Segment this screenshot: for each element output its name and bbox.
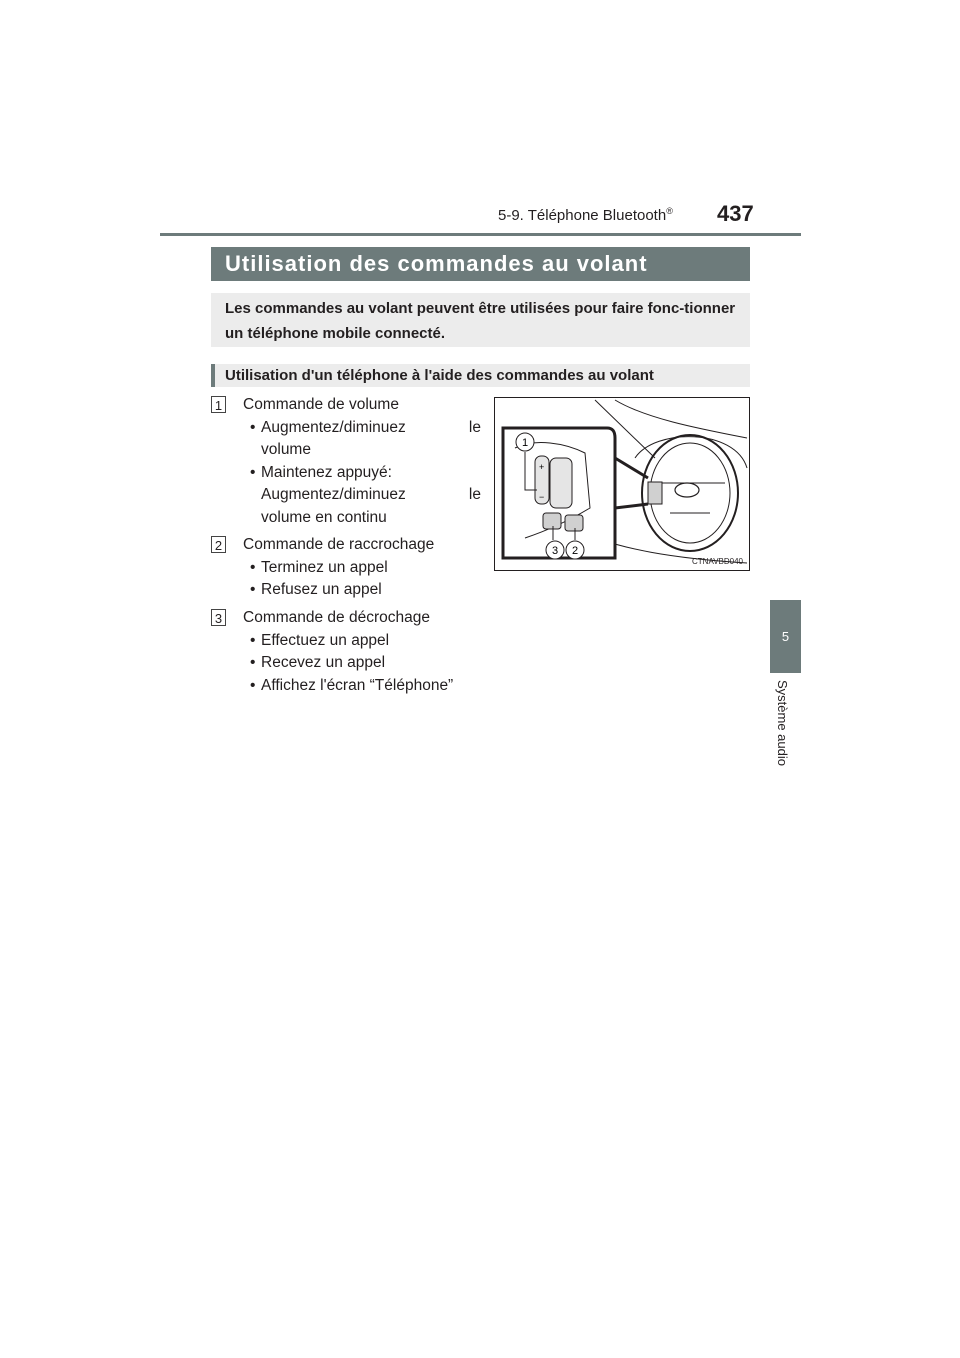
callout-number: 3	[211, 609, 226, 626]
item-title: Commande de décrochage	[243, 609, 430, 626]
steering-wheel-drawing	[495, 398, 749, 570]
bullet: • Refusez un appel	[251, 579, 481, 602]
running-header-section: 5-9. Téléphone Bluetooth®	[498, 206, 673, 224]
item-volume	[211, 394, 481, 529]
wheel-switch	[648, 482, 662, 504]
callout-1-text: 1	[521, 437, 529, 449]
item-title: Commande de raccrochage	[243, 536, 435, 553]
chapter-label: Système audio	[775, 680, 790, 766]
section-title: Utilisation des commandes au volant	[211, 247, 750, 281]
item-hang-up	[211, 534, 481, 602]
page-number: 437	[717, 201, 754, 226]
callout-number: 1	[211, 396, 226, 413]
subheading: Utilisation d'un téléphone à l'aide des commandes au volant	[211, 364, 750, 387]
item-title: Commande de volume	[243, 396, 399, 413]
header-rule	[160, 233, 801, 236]
chapter-tab: 5	[770, 600, 801, 673]
hang-up-button	[565, 515, 583, 531]
bullet: • Recevez un appel	[251, 652, 481, 675]
callout-2-text: 2	[571, 545, 579, 557]
bullet: • Augmentez/diminuez le volume	[251, 417, 481, 462]
wheel-hub	[675, 483, 699, 497]
intro-text: Les commandes au volant peuvent être utilisées pour faire fonc-tionner un téléphone mobile connecté.	[211, 293, 750, 347]
pick-up-button	[543, 513, 561, 529]
bullet: • Maintenez appuyé: Augmentez/diminuez le volume en continu	[251, 462, 481, 530]
callout-3-text: 3	[551, 545, 559, 557]
plus-glyph: +	[539, 462, 545, 472]
figure-code: CTNAVBD040	[692, 557, 743, 566]
bullet: • Effectuez un appel	[251, 630, 481, 653]
bullet: • Affichez l'écran “Téléphone”	[251, 675, 481, 698]
steering-wheel-illustration	[494, 397, 750, 571]
item-pick-up	[211, 607, 481, 697]
minus-glyph: −	[539, 492, 545, 502]
callout-number: 2	[211, 536, 226, 553]
bullet: • Terminez un appel	[251, 557, 481, 580]
